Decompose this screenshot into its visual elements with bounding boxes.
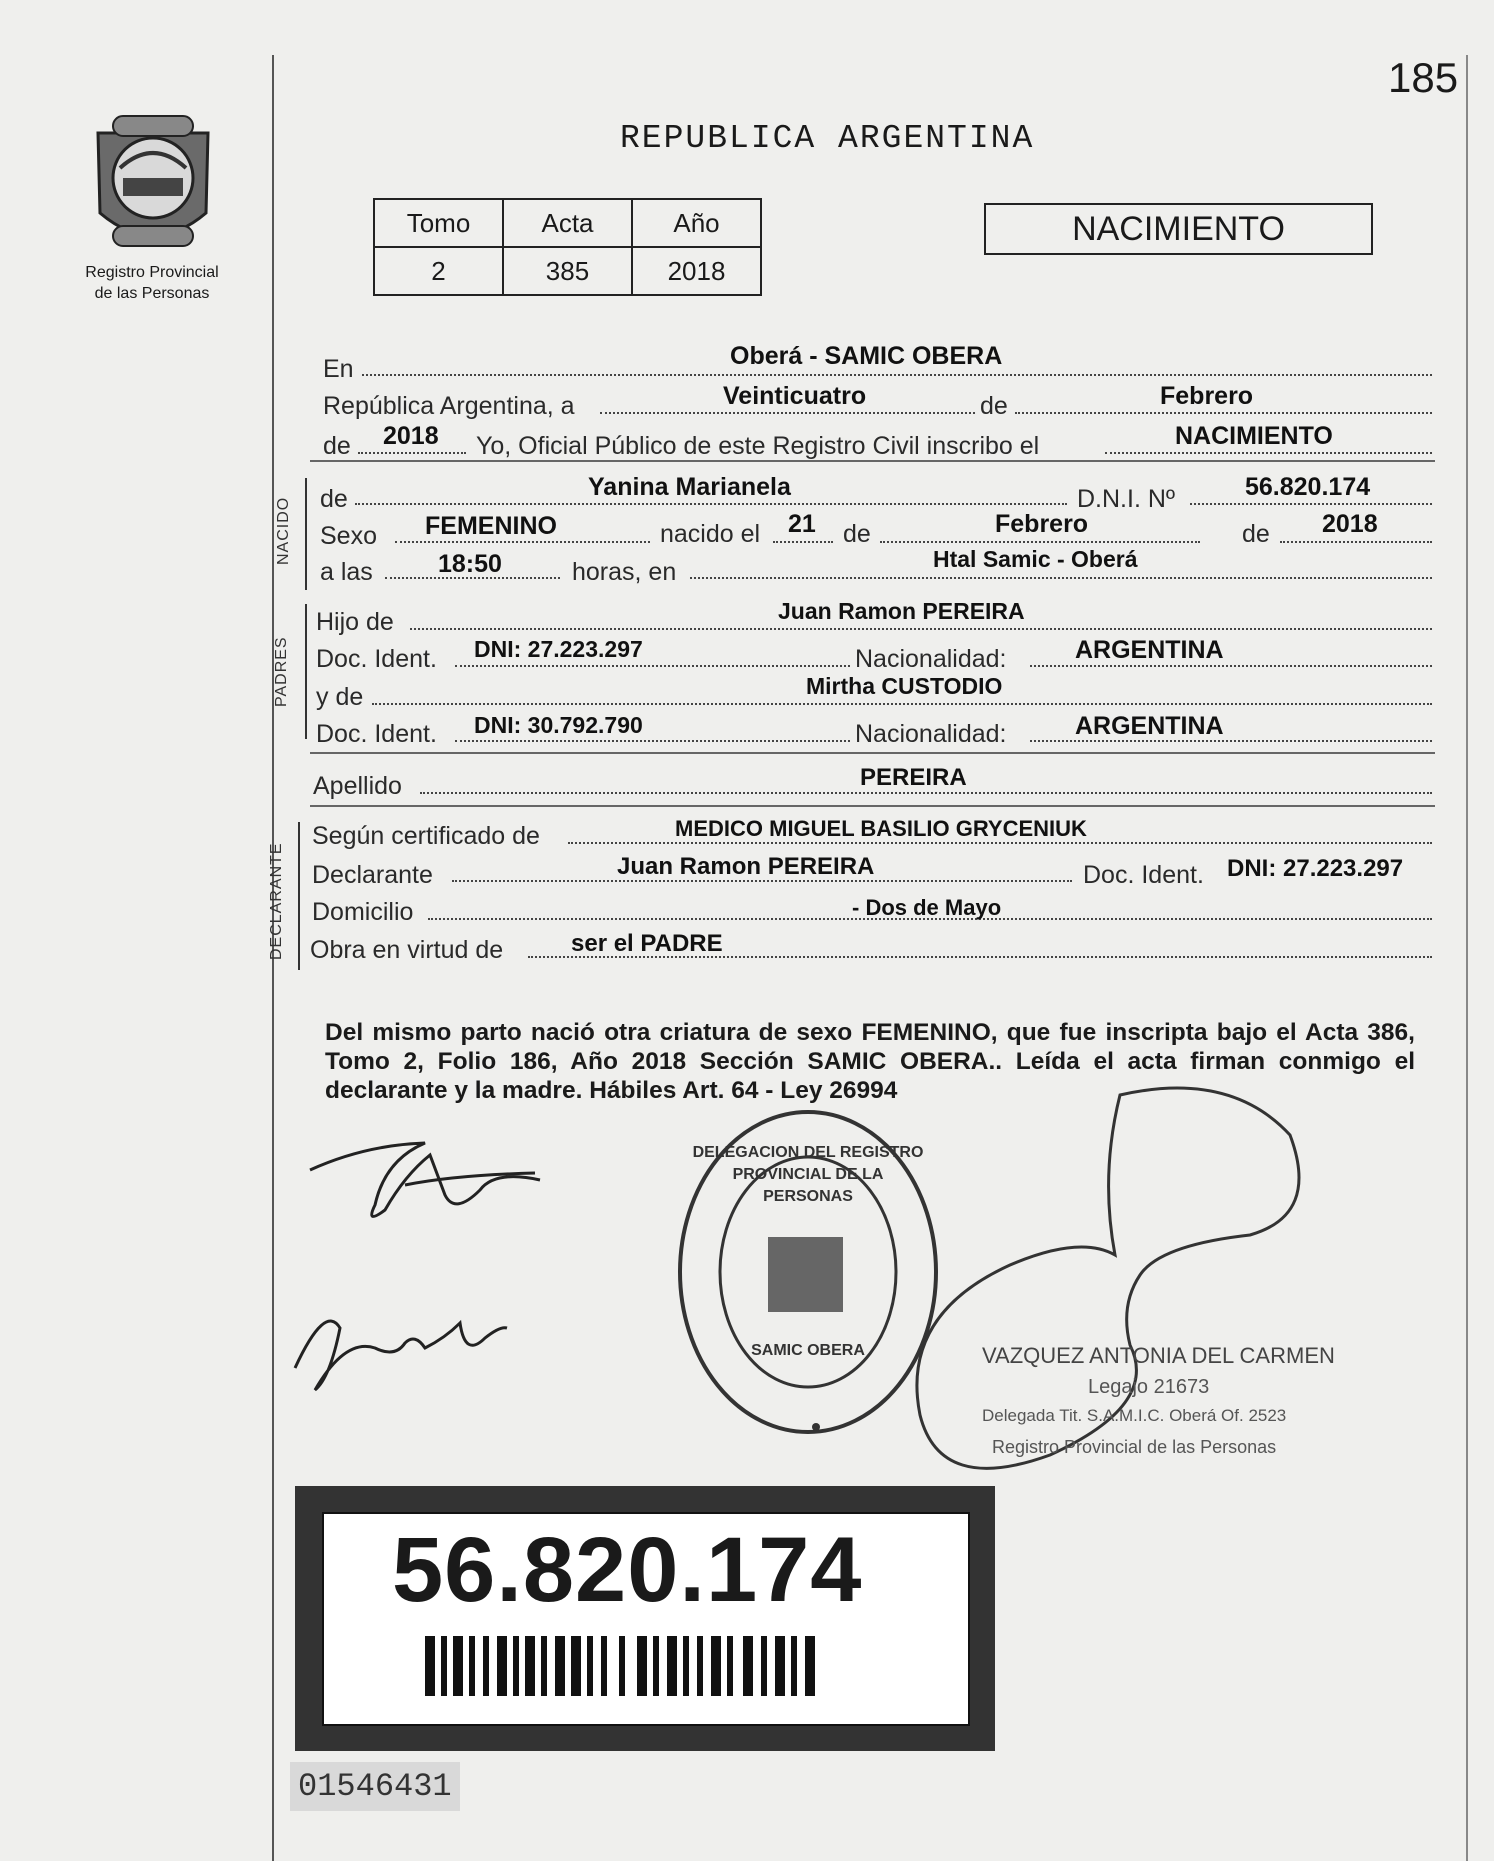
de-label: de: [980, 392, 1008, 420]
logo-caption-2: de las Personas: [94, 285, 210, 302]
month-text: Febrero: [1160, 382, 1254, 410]
stamp-outer-text: DELEGACION DEL REGISTRO PROVINCIAL DE LA PERSONAS: [692, 1144, 924, 1205]
nac-label: Nacionalidad:: [855, 720, 1007, 748]
place-value: Oberá - SAMIC OBERA: [730, 342, 1003, 370]
republic-label: República Argentina, a: [323, 392, 575, 420]
cert-label: Según certificado de: [312, 822, 540, 850]
divider: [310, 752, 1435, 754]
tomo-value: 2: [374, 247, 503, 295]
doc-label: Doc. Ident.: [316, 645, 437, 673]
registry-table: [373, 198, 762, 296]
dots: [355, 503, 1067, 505]
en-label: En: [323, 355, 354, 383]
dni-label: D.N.I. Nº: [1077, 485, 1176, 513]
decl-label: Declarante: [312, 861, 433, 889]
serial-number: 01546431: [290, 1762, 460, 1811]
dots: [1105, 452, 1432, 454]
right-border: [1466, 55, 1468, 1861]
dots: [395, 541, 650, 543]
province-seal-logo: [88, 108, 218, 258]
decl-value: Juan Ramon PEREIRA: [617, 853, 875, 880]
section-bar: [298, 822, 300, 970]
record-type-box: NACIMIENTO: [984, 203, 1373, 255]
child-dni: 56.820.174: [1245, 473, 1371, 501]
hijo-label: Hijo de: [316, 608, 394, 636]
section-bar: [305, 604, 307, 739]
yde-label: y de: [316, 683, 364, 711]
stamp-inner-text: SAMIC OBERA: [751, 1342, 865, 1359]
year-text: 2018: [383, 422, 439, 450]
decl-doc: DNI: 27.223.297: [1227, 855, 1404, 882]
alas-label: a las: [320, 558, 373, 586]
act-text: NACIMIENTO: [1175, 422, 1333, 450]
father-nationality: ARGENTINA: [1075, 636, 1224, 664]
horas-label: horas, en: [572, 558, 677, 586]
dots: [1190, 503, 1432, 505]
dots: [455, 665, 850, 667]
official-name: VAZQUEZ ANTONIA DEL CARMEN: [982, 1343, 1335, 1368]
dots: [1015, 412, 1432, 414]
anio-value: 2018: [632, 247, 761, 295]
decl-doc-label: Doc. Ident.: [1083, 861, 1204, 889]
birth-year: 2018: [1322, 510, 1378, 538]
apellido-value: PEREIRA: [860, 764, 967, 791]
birth-day: 21: [788, 510, 816, 538]
dots: [420, 792, 1432, 794]
de-label: de: [843, 520, 871, 548]
cert-value: MEDICO MIGUEL BASILIO GRYCENIUK: [675, 816, 1087, 841]
day-text: Veinticuatro: [723, 382, 867, 410]
dots: [358, 452, 466, 454]
signature-declarant: [305, 1135, 545, 1240]
sexo-label: Sexo: [320, 522, 377, 550]
dots: [568, 842, 1432, 844]
birth-note: Del mismo parto nació otra criatura de sexo FEMENINO, que fue inscripta bajo el Acta 386, Tomo 2, Folio 186, Año 2018 Sección SAMIC OBERA.. Leída el acta firman conmigo el declarante y la madre. Hábiles Art. 64 - Ley 26994: [325, 1019, 1415, 1104]
section-label-declarante: DECLARANTE: [268, 842, 285, 960]
official-org: Registro Provincial de las Personas: [992, 1437, 1277, 1457]
obra-value: ser el PADRE: [571, 930, 723, 957]
birth-time: 18:50: [438, 550, 502, 578]
nacido-label: nacido el: [660, 520, 761, 548]
dom-value: - Dos de Mayo: [852, 895, 1002, 920]
father-name: Juan Ramon PEREIRA: [778, 598, 1025, 624]
birth-place: Htal Samic - Oberá: [933, 546, 1138, 572]
doc-label: Doc. Ident.: [316, 720, 437, 748]
dots: [372, 703, 1432, 705]
de-label: de: [1242, 520, 1270, 548]
dots: [600, 412, 975, 414]
dots: [690, 577, 1432, 579]
dots: [1030, 665, 1432, 667]
divider: [310, 460, 1435, 462]
de-label: de: [323, 432, 351, 460]
dom-label: Domicilio: [312, 898, 414, 926]
section-label-nacido: NACIDO: [275, 496, 292, 565]
dots: [1280, 541, 1432, 543]
dots: [455, 740, 850, 742]
sexo-value: FEMENINO: [425, 512, 557, 540]
dots: [880, 541, 1200, 543]
mother-nationality: ARGENTINA: [1075, 712, 1224, 740]
page-number: 185: [1388, 54, 1459, 101]
logo-caption-1: Registro Provincial: [85, 264, 219, 281]
official-legajo: Legajo 21673: [1088, 1376, 1210, 1398]
statement-text: Yo, Oficial Público de este Registro Civil inscribo el: [476, 432, 1040, 460]
barcode-bars: [425, 1636, 845, 1701]
divider: [310, 805, 1435, 807]
anio-header: Año: [632, 199, 761, 247]
dots: [362, 374, 1432, 376]
signature-mother: [285, 1298, 525, 1403]
dots: [410, 628, 1432, 630]
nac-label: Nacionalidad:: [855, 645, 1007, 673]
dots: [773, 541, 833, 543]
mother-name: Mirtha CUSTODIO: [806, 673, 1003, 699]
obra-label: Obra en virtud de: [310, 936, 504, 964]
document-title: REPUBLICA ARGENTINA: [620, 120, 1035, 157]
father-doc: DNI: 27.223.297: [474, 636, 643, 662]
acta-value: 385: [503, 247, 632, 295]
apellido-label: Apellido: [313, 772, 402, 800]
birth-month: Febrero: [995, 510, 1089, 538]
de-label: de: [320, 485, 348, 513]
mother-doc: DNI: 30.792.790: [474, 712, 643, 738]
section-bar: [305, 478, 307, 590]
section-label-padres: PADRES: [273, 636, 290, 707]
official-role: Delegada Tit. S.A.M.I.C. Oberá Of. 2523: [982, 1406, 1287, 1425]
tomo-header: Tomo: [374, 199, 503, 247]
acta-header: Acta: [503, 199, 632, 247]
child-name: Yanina Marianela: [588, 473, 791, 501]
dni-big-number: 56.820.174: [392, 1519, 863, 1621]
